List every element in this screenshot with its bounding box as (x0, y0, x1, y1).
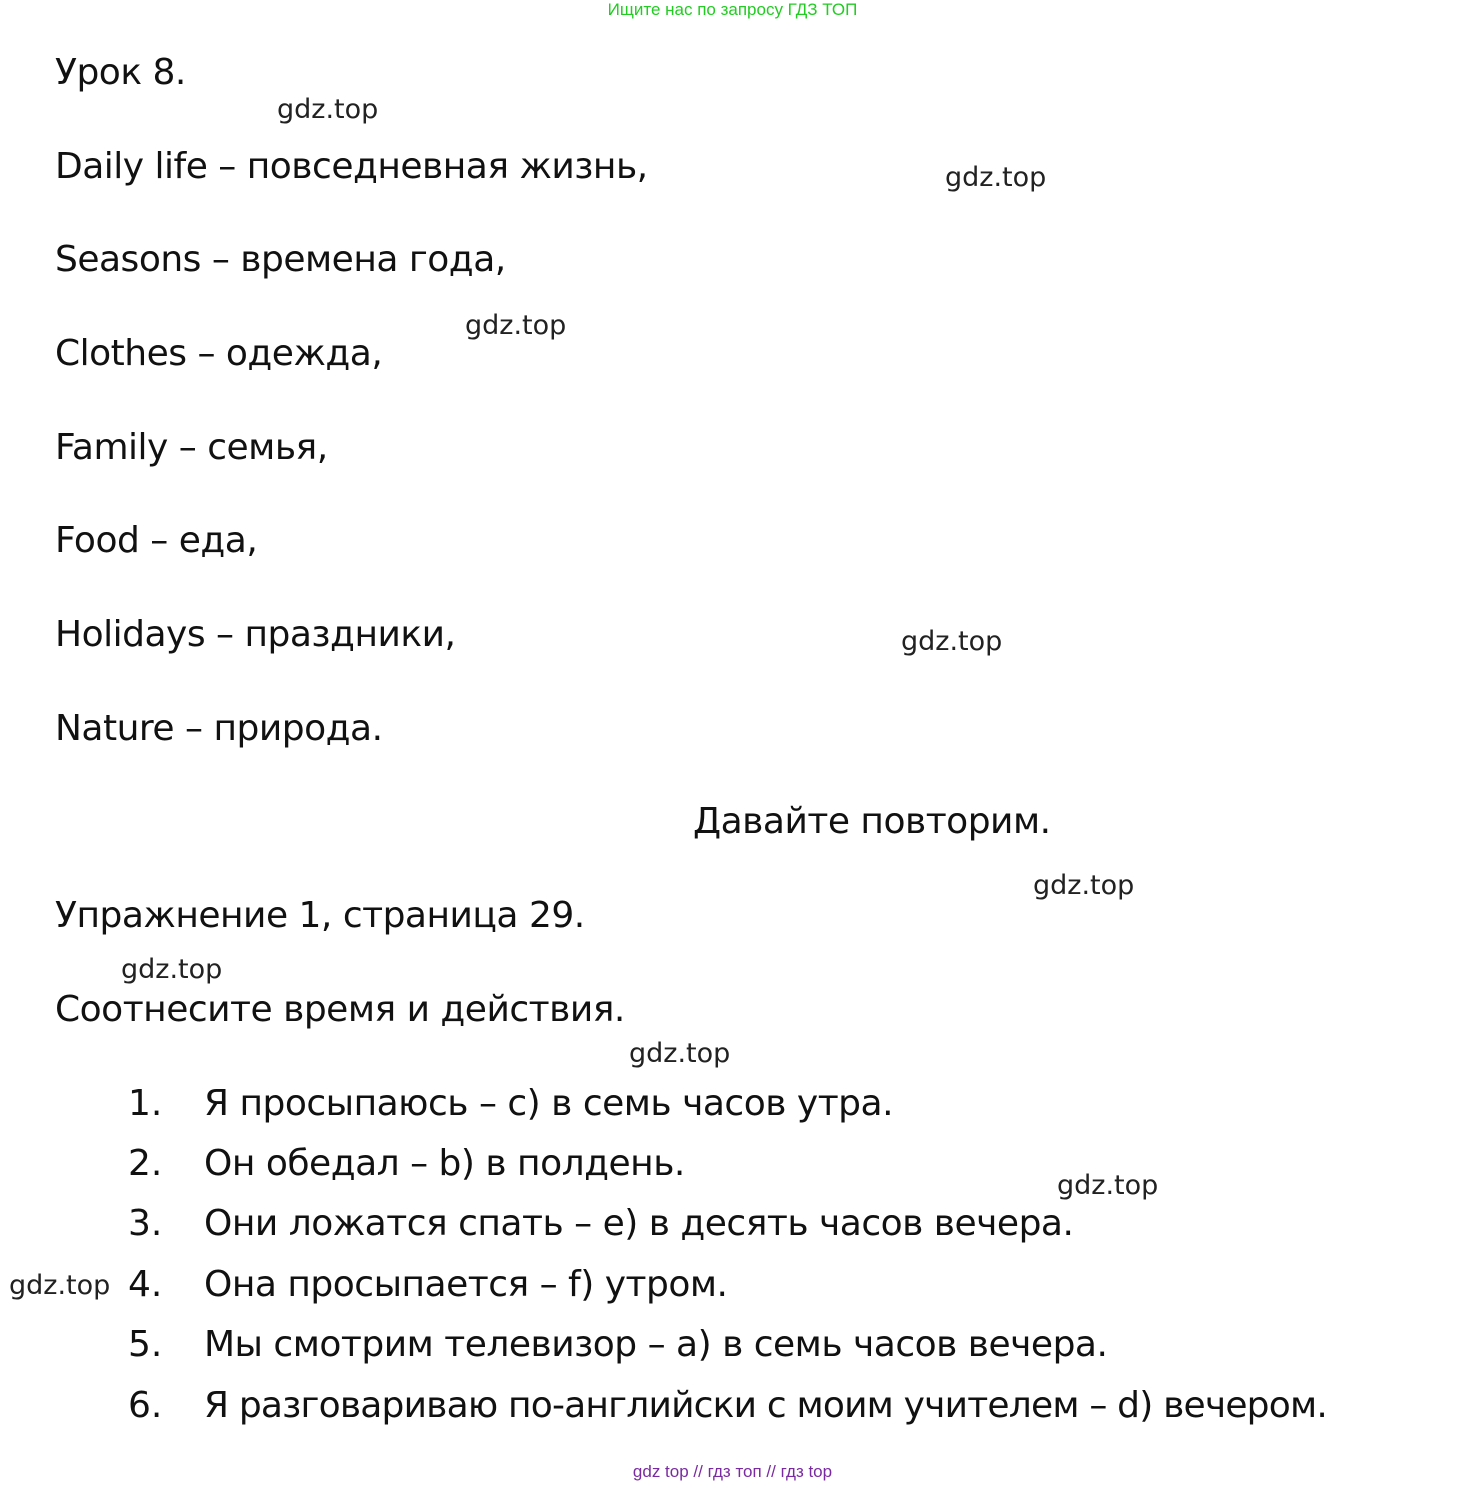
watermark: gdz.top (629, 1038, 731, 1069)
watermark: gdz.top (121, 954, 223, 985)
watermark: gdz.top (945, 162, 1047, 193)
answer-number: 2. (128, 1143, 163, 1184)
answer-number: 1. (128, 1083, 163, 1124)
watermark: gdz.top (1057, 1170, 1159, 1201)
vocab-item: Clothes – одежда, (55, 333, 383, 374)
answer-number: 4. (128, 1264, 163, 1305)
lesson-title: Урок 8. (55, 52, 186, 93)
watermark: gdz.top (1033, 870, 1135, 901)
watermark: gdz.top (277, 94, 379, 125)
answer-text: Мы смотрим телевизор – a) в семь часов вечера. (204, 1324, 1108, 1365)
answer-text: Я разговариваю по-английски с моим учителем – d) вечером. (204, 1385, 1327, 1426)
footer-links[interactable]: gdz top // гдз топ // гдз top (632, 1462, 833, 1481)
exercise-title: Упражнение 1, страница 29. (55, 895, 585, 936)
answer-text: Они ложатся спать – e) в десять часов вечера. (204, 1203, 1074, 1244)
answer-text: Он обедал – b) в полдень. (204, 1143, 685, 1184)
watermark: gdz.top (465, 310, 567, 341)
answer-number: 3. (128, 1203, 163, 1244)
vocab-item: Daily life – повседневная жизнь, (55, 146, 648, 187)
answer-text: Она просыпается – f) утром. (204, 1264, 728, 1305)
watermark: gdz.top (9, 1270, 111, 1301)
review-heading: Давайте повторим. (693, 801, 1051, 842)
vocab-item: Family – семья, (55, 427, 328, 468)
answer-number: 6. (128, 1385, 163, 1426)
answer-text: Я просыпаюсь – c) в семь часов утра. (204, 1083, 894, 1124)
watermark: gdz.top (901, 626, 1003, 657)
top-banner: Ищите нас по запросу ГДЗ ТОП (607, 0, 858, 19)
vocab-item: Seasons – времена года, (55, 239, 506, 280)
exercise-instruction: Соотнесите время и действия. (55, 989, 625, 1030)
vocab-item: Food – еда, (55, 520, 258, 561)
vocab-item: Holidays – праздники, (55, 614, 456, 655)
vocab-item: Nature – природа. (55, 708, 383, 749)
answer-number: 5. (128, 1324, 163, 1365)
